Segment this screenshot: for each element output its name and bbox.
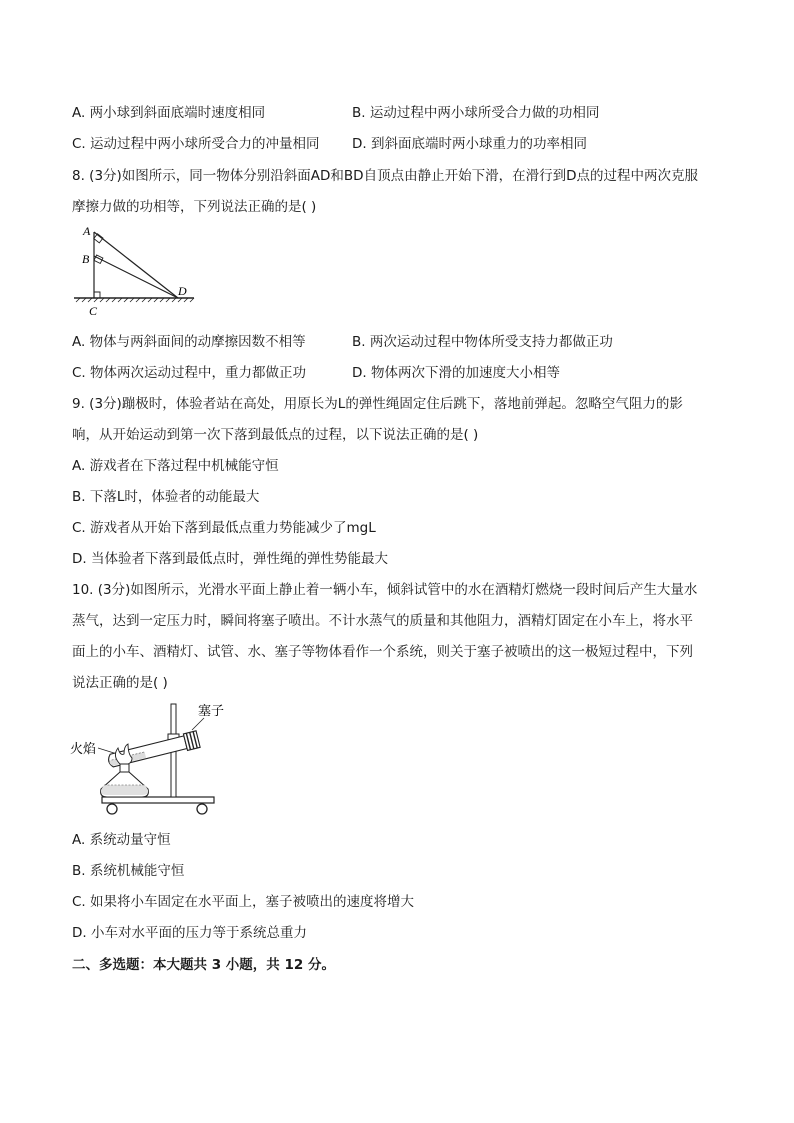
cart-wheel-left (107, 804, 117, 814)
section-heading-multiple-choice: 二、多选题：本大题共 3 小题，共 12 分。 (72, 957, 335, 973)
q10-option-c: C. 如果将小车固定在水平面上，塞子被喷出的速度将增大 (72, 894, 415, 910)
q10-cart-figure (68, 698, 238, 820)
q8-option-b: B. 两次运动过程中物体所受支持力都做正功 (352, 334, 613, 350)
cart-wheel-right (197, 804, 207, 814)
q10-option-b: B. 系统机械能守恒 (72, 863, 185, 879)
q9-stem-line1: 9. (3分)蹦极时，体验者站在高处，用原长为L的弹性绳固定住后跳下，落地前弹起。忽略空气阻力的影 (72, 396, 683, 412)
right-angle-mark (94, 292, 100, 298)
ground-hatch (74, 298, 194, 302)
cart-body (102, 797, 214, 803)
q9-stem-line2: 响，从开始运动到第一次下落到最低点的过程，以下说法正确的是( ) (72, 427, 479, 443)
q9-option-a: A. 游戏者在下落过程中机械能守恒 (72, 458, 279, 474)
q9-option-b: B. 下落L时，体验者的动能最大 (72, 489, 260, 505)
lamp-wick-holder (120, 764, 129, 772)
q10-stem-line1: 10. (3分)如图所示，光滑水平面上静止着一辆小车，倾斜试管中的水在酒精灯燃烧一段时间后产生大量水 (72, 582, 698, 598)
q8-option-c: C. 物体两次运动过程中，重力都做正功 (72, 365, 307, 381)
label-cork: 塞子 (198, 703, 225, 718)
label-flame: 火焰 (70, 741, 97, 756)
q7-option-b: B. 运动过程中两小球所受合力做的功相同 (352, 105, 600, 121)
q10-option-d: D. 小车对水平面的压力等于系统总重力 (72, 925, 307, 941)
q10-stem-line3: 面上的小车、酒精灯、试管、水、塞子等物体看作一个系统，则关于塞子被喷出的这一极短过程中，下列 (72, 644, 693, 660)
q7-option-a: A. 两小球到斜面底端时速度相同 (72, 105, 266, 121)
label-a: A (83, 224, 91, 238)
q10-stem-line2: 蒸气，达到一定压力时，瞬间将塞子喷出。不计水蒸气的质量和其他阻力，酒精灯固定在小车上，将水平 (72, 613, 693, 629)
q7-option-d: D. 到斜面底端时两小球重力的功率相同 (352, 136, 587, 152)
q9-option-c: C. 游戏者从开始下落到最低点重力势能减少了mgL (72, 520, 376, 536)
q9-option-d: D. 当体验者下落到最低点时，弹性绳的弹性势能最大 (72, 551, 388, 567)
q8-incline-figure (70, 222, 200, 318)
q7-option-c: C. 运动过程中两小球所受合力的冲量相同 (72, 136, 320, 152)
q8-option-d: D. 物体两次下滑的加速度大小相等 (352, 365, 560, 381)
q8-stem-line2: 摩擦力做的功相等，下列说法正确的是( ) (72, 199, 317, 215)
q8-option-a: A. 物体与两斜面间的动摩擦因数不相等 (72, 334, 306, 350)
lamp-alcohol (101, 785, 148, 795)
q10-stem-line4: 说法正确的是( ) (72, 675, 168, 691)
q10-option-a: A. 系统动量守恒 (72, 832, 171, 848)
label-b: B (82, 252, 90, 266)
flame-leader-line (98, 748, 114, 753)
incline-ad (94, 232, 178, 298)
cork-leader-line (192, 718, 204, 730)
incline-bd (94, 256, 178, 298)
label-d: D (178, 284, 187, 298)
label-c: C (89, 304, 98, 318)
q8-stem-line1: 8. (3分)如图所示，同一物体分别沿斜面AD和BD自顶点由静止开始下滑，在滑行到D点的过程中两次克服 (72, 168, 698, 184)
flame (115, 744, 132, 764)
